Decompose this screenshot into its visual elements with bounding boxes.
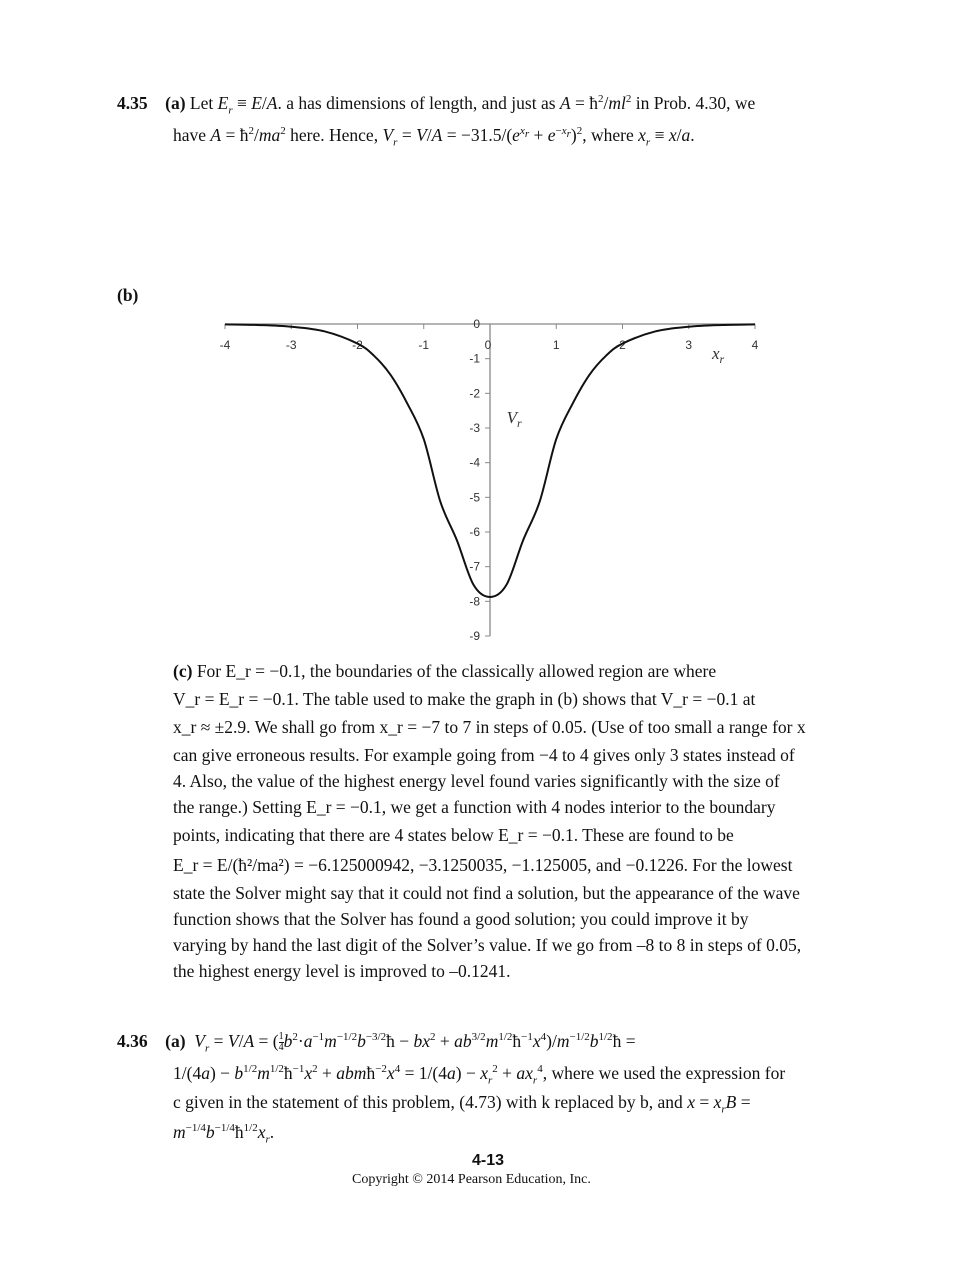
text: , where we used the expression for — [542, 1063, 786, 1083]
y-tick-label: -2 — [469, 386, 480, 401]
problem-4-35-line1: 4.35 (a) Let $E_r \equiv E/A$. a has dimensions of length, and just as $A = ħ^2/ml^2$ in Prob. 4.30, we — [117, 93, 756, 117]
problem-number: 4.35 — [117, 93, 148, 113]
x-tick-label: -4 — [219, 338, 231, 352]
text: c given in the statement of this problem, (4.73) with k replaced by b, and — [173, 1092, 688, 1112]
problem-number: 4.36 — [117, 1031, 148, 1051]
x-tick-label: -1 — [418, 338, 430, 352]
y-tick-label: -5 — [469, 490, 480, 505]
y-tick-label: -1 — [469, 351, 480, 366]
page-number: 4-13 — [472, 1152, 505, 1169]
x-tick-label: 3 — [685, 338, 693, 352]
y-tick-label: -9 — [469, 629, 480, 643]
x-axis-label: $x_r$ — [711, 344, 725, 366]
text: have — [173, 125, 211, 145]
x-tick-label: 0 — [484, 338, 492, 352]
text: here. Hence, — [285, 125, 383, 145]
problem-4-36-line2: $1/(4a) - b^{1/2}m^{1/2}ħ^{-1}x^2$ + $abmħ^{-2}x^4 = 1/(4a) - x_r^2 + ax_r^4$, where we used the expression for — [173, 1063, 786, 1087]
y-tick-label: -7 — [469, 559, 480, 574]
text: in Prob. 4.30, we — [631, 93, 756, 113]
x-tick-label: -3 — [285, 338, 297, 352]
y-tick-label: -4 — [469, 455, 480, 470]
part-a-label: (a) — [165, 93, 186, 113]
text: , where — [582, 125, 639, 145]
c-line-8: E_r = E/(ħ²/ma²) = −6.125000942, −3.1250035, −1.125005, and −0.1226. For the lowest — [173, 855, 793, 875]
problem-4-36-line3: c given in the statement of this problem, (4.73) with k replaced by b, and $x = x_rB$ = — [173, 1092, 751, 1116]
x-tick-label: -2 — [352, 338, 363, 352]
part-c-label: (c) — [173, 661, 193, 681]
problem-4-36-line1: 4.36 (a) $V_r = V/A$ = ( $\frac{1}{4}$ $b^2\cdot a^{-1}m^{-1/2}b^{-3/2}ħ - bx^2$ + $ab^{3/2}m^{1/2}ħ^{-1}x^4)/m^{-1/2}b^{1/2}ħ$ = — [117, 1031, 636, 1055]
c-line-7: points, indicating that there are 4 states below E_r = −0.1. These are found to be — [173, 825, 734, 845]
c-line-10: function shows that the Solver has found a good solution; you could improve it by — [173, 909, 749, 929]
x-tick-label: 4 — [751, 338, 759, 352]
c-line-11: varying by hand the last digit of the Solver’s value. If we go from –8 to 8 in steps of 0.05, — [173, 935, 802, 955]
c-line-12: the highest energy level is improved to –0.1241. — [173, 961, 511, 981]
part-b-label: (b) — [117, 285, 139, 305]
x-tick-label: 2 — [619, 338, 626, 352]
c-line-2: V_r = E_r = −0.1. The table used to make the graph in (b) shows that V_r = −0.1 at — [173, 689, 756, 709]
c-line-4: can give erroneous results. For example going from −4 to 4 gives only 3 states instead of — [173, 745, 795, 765]
potential-plot — [200, 305, 780, 645]
y-axis-label: $V_r$ — [506, 407, 522, 430]
part-a-label: (a) — [165, 1031, 186, 1051]
part-c-paragraph — [173, 660, 806, 986]
y-tick-label: -6 — [469, 525, 480, 539]
y-tick-label: 0 — [473, 317, 480, 331]
c-line-1: For E_r = −0.1, the boundaries of the classically allowed region are where — [192, 661, 717, 681]
x-tick-label: 1 — [552, 338, 560, 352]
text: Let — [185, 93, 218, 113]
problem-4-36-line4: $m^{-1/4}b^{-1/4}ħ^{1/2}x_r$. — [173, 1122, 275, 1146]
text: a has dimensions of length, and just as — [281, 93, 560, 113]
c-line-5: 4. Also, the value of the highest energy level found varies significantly with the size of — [173, 771, 780, 791]
y-tick-label: -8 — [469, 594, 480, 609]
problem-4-35-line2: have $A = ħ^2/ma^2$ here. Hence, $V_r = V/A = -31.5/(e^{x_r} + e^{-x_r})^2$, where $x_r \equiv x/a$. — [173, 125, 695, 149]
c-line-3: x_r ≈ ±2.9. We shall go from x_r = −7 to 7 in steps of 0.05. (Use of too small a range for x — [173, 717, 806, 737]
y-tick-label: -3 — [469, 421, 480, 435]
copyright: Copyright © 2014 Pearson Education, Inc. — [352, 1172, 591, 1187]
c-line-9: state the Solver might say that it could not find a solution, but the appearance of the wave — [173, 883, 800, 903]
text: . — [269, 1122, 275, 1142]
c-line-6: the range.) Setting E_r = −0.1, we get a function with 4 nodes interior to the boundary — [173, 797, 776, 817]
